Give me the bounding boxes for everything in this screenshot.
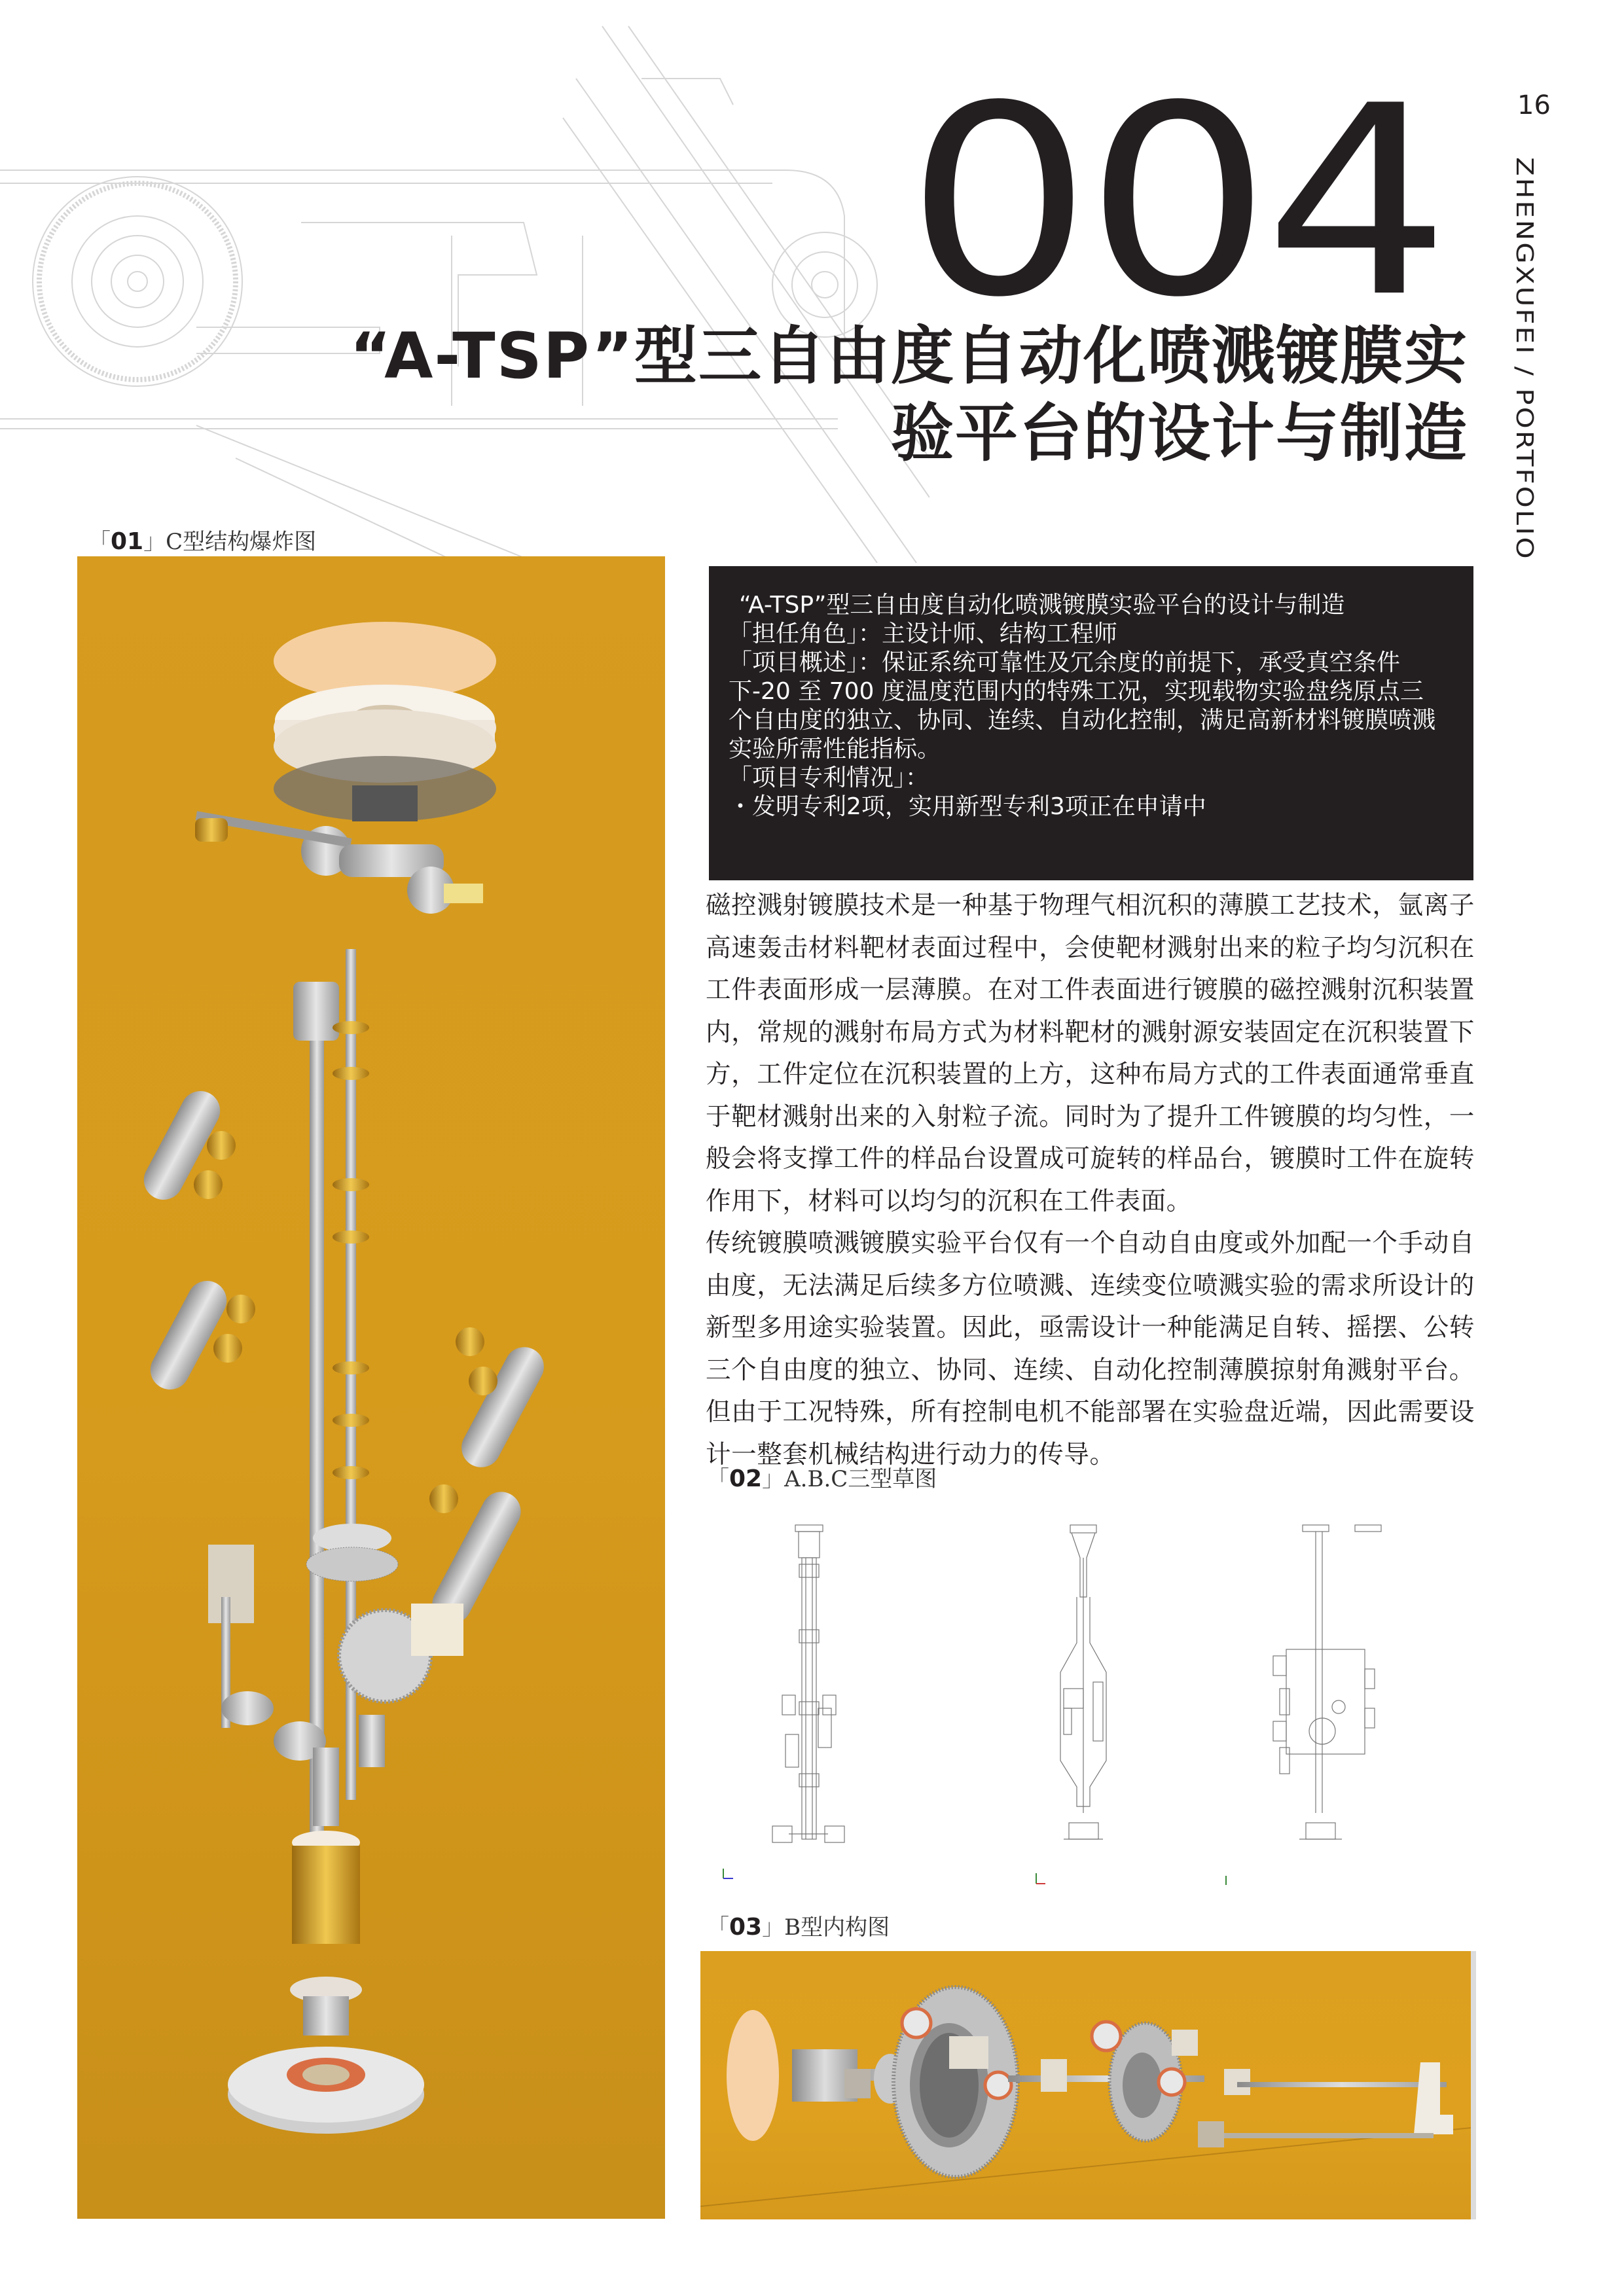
bracket-close: 」	[143, 529, 166, 555]
figure-caption-text: A.B.C三型草图	[784, 1466, 937, 1492]
b-type-assembly-illustration	[700, 1951, 1471, 2219]
figure-caption-01	[88, 524, 316, 556]
info-overview-4: 实验所需性能指标。	[729, 736, 941, 762]
exploded-assembly-illustration	[77, 556, 665, 2219]
internal-structure-render	[700, 1951, 1471, 2219]
info-overview-2: 下-20 至 700 度温度范围内的特殊工况，实现载物实验盘绕原点三	[729, 678, 1424, 705]
info-overview-1: 「项目概述」：保证系统可靠性及冗余度的前提下，承受真空条件	[729, 649, 1401, 676]
image-edge	[1471, 1951, 1476, 2219]
axis-triad-icon	[723, 1869, 1226, 1885]
bracket-close: 」	[762, 1914, 785, 1941]
info-role: 「担任角色」：主设计师、结构工程师	[729, 620, 1118, 647]
page-title	[350, 317, 1468, 472]
body-text	[706, 885, 1475, 1476]
body-paragraph-1: 磁控溅射镀膜技术是一种基于物理气相沉积的薄膜工艺技术，氩离子高速轰击材料靶材表面过程中，会使靶材溅射出来的粒子均匀沉积在工件表面形成一层薄膜。在对工件表面进行镀膜的磁控溅射沉积装置内，常规的溅射布局方式为材料靶材的溅射源安装固定在沉积装置下方，工件定位在沉积装置的上方，这种布局方式的工件表面通常垂直于靶材溅射出来的入射粒子流。同时为了提升工件镀膜的均匀性，一般会将支撑工件的样品台设置成可旋转的样品台，镀膜时工件在旋转作用下，材料可以均匀的沉积在工件表面。	[706, 891, 1475, 1216]
project-number: 004	[905, 50, 1443, 355]
figure-number: 03	[729, 1914, 763, 1941]
body-paragraph-2: 传统镀膜喷溅镀膜实验平台仅有一个自动自由度或外加配一个手动自由度，无法满足后续多方位喷溅、连续变位喷溅实验的需求所设计的新型多用途实验装置。因此，亟需设计一种能满足自转、摇摆、公转三个自由度的独立、协同、连续、自动化控制薄膜掠射角溅射平台。但由于工况特殊，所有控制电机不能部署在实验盘近端，因此需要设计一整套机械结构进行动力的传导。	[706, 1229, 1475, 1469]
project-info-box	[709, 566, 1473, 880]
title-line-2: 验平台的设计与制造	[891, 397, 1468, 470]
info-project-title: “A-TSP”型三自由度自动化喷溅镀膜实验平台的设计与制造	[739, 592, 1345, 619]
figure-caption-03	[707, 1909, 890, 1941]
abc-sketch-drawings	[710, 1499, 1470, 1885]
gear-icon	[33, 177, 242, 386]
info-overview-3: 个自由度的独立、协同、连续、自动化控制，满足高新材料镀膜喷溅	[729, 707, 1436, 734]
exploded-view-render	[77, 556, 665, 2219]
info-patent-item: ・发明专利2项，实用新型专利3项正在申请中	[729, 793, 1206, 820]
bracket-open: 「	[707, 1466, 729, 1492]
figure-number: 02	[729, 1465, 763, 1492]
figure-caption-text: C型结构爆炸图	[166, 529, 317, 555]
sketch-type-c	[1273, 1525, 1381, 1839]
figure-caption-text: B型内构图	[784, 1914, 890, 1941]
info-patent-heading: 「项目专利情况」：	[729, 764, 929, 791]
title-line-1: “A-TSP”型三自由度自动化喷溅镀膜实	[350, 319, 1468, 393]
sketch-type-b	[1060, 1525, 1106, 1839]
portfolio-side-label: ZHENGXUFEI / PORTFOLIO	[1511, 157, 1539, 561]
bracket-close: 」	[762, 1466, 785, 1492]
page-number: 16	[1517, 90, 1551, 120]
figure-caption-02	[707, 1461, 937, 1493]
figure-number: 01	[111, 528, 144, 555]
bracket-open: 「	[707, 1914, 729, 1941]
sketch-type-a	[772, 1525, 844, 1842]
background-wireframe-drawing	[0, 0, 929, 563]
bracket-open: 「	[88, 529, 111, 555]
